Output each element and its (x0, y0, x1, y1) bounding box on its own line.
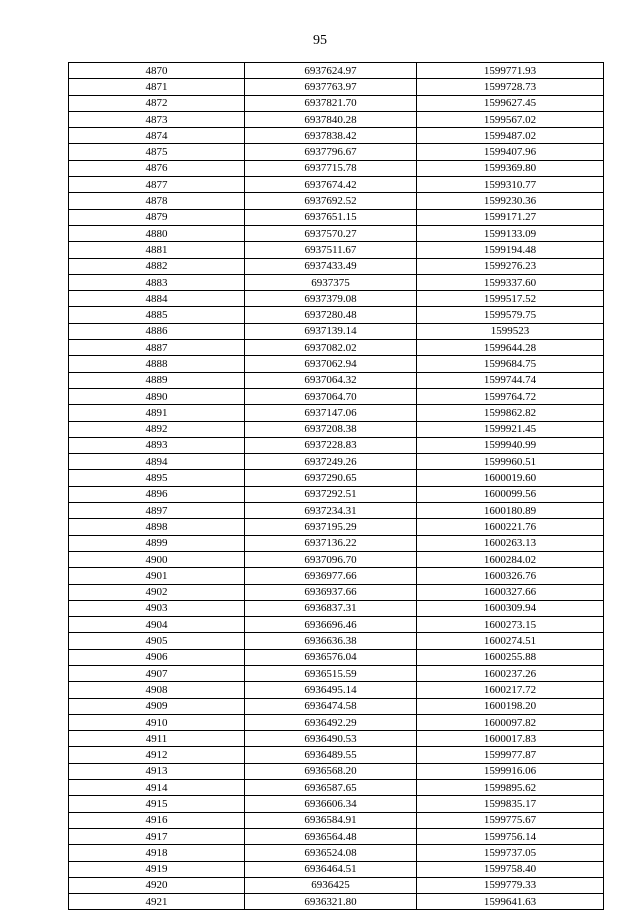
point-number-cell: 4913 (69, 763, 245, 779)
x-coordinate-cell: 6937062.94 (245, 356, 417, 372)
x-coordinate-cell: 6936474.58 (245, 698, 417, 714)
table-row (69, 486, 604, 502)
table-row (69, 633, 604, 649)
y-coordinate-cell: 1599728.73 (417, 79, 604, 95)
y-coordinate-cell: 1599921.45 (417, 421, 604, 437)
x-coordinate-cell: 6936515.59 (245, 665, 417, 681)
point-number-cell: 4873 (69, 111, 245, 127)
y-coordinate-cell: 1600019.60 (417, 470, 604, 486)
y-coordinate-cell: 1599567.02 (417, 111, 604, 127)
y-coordinate-cell: 1599627.45 (417, 95, 604, 111)
point-number-cell: 4870 (69, 63, 245, 79)
x-coordinate-cell: 6937082.02 (245, 340, 417, 356)
table-row (69, 470, 604, 486)
table-row (69, 63, 604, 79)
x-coordinate-cell: 6936576.04 (245, 649, 417, 665)
y-coordinate-cell: 1599835.17 (417, 796, 604, 812)
table-row (69, 307, 604, 323)
table-row (69, 421, 604, 437)
table-row (69, 682, 604, 698)
table-row (69, 340, 604, 356)
x-coordinate-cell: 6937280.48 (245, 307, 417, 323)
point-number-cell: 4900 (69, 551, 245, 567)
point-number-cell: 4919 (69, 861, 245, 877)
x-coordinate-cell: 6936977.66 (245, 568, 417, 584)
y-coordinate-cell: 1599940.99 (417, 437, 604, 453)
point-number-cell: 4887 (69, 340, 245, 356)
point-number-cell: 4898 (69, 519, 245, 535)
table-row (69, 209, 604, 225)
table-row (69, 747, 604, 763)
y-coordinate-cell: 1599407.96 (417, 144, 604, 160)
point-number-cell: 4874 (69, 128, 245, 144)
point-number-cell: 4885 (69, 307, 245, 323)
y-coordinate-cell: 1599764.72 (417, 388, 604, 404)
point-number-cell: 4892 (69, 421, 245, 437)
table-row (69, 242, 604, 258)
table-row (69, 405, 604, 421)
point-number-cell: 4906 (69, 649, 245, 665)
point-number-cell: 4894 (69, 454, 245, 470)
y-coordinate-cell: 1600217.72 (417, 682, 604, 698)
y-coordinate-cell: 1599310.77 (417, 177, 604, 193)
x-coordinate-cell: 6937228.83 (245, 437, 417, 453)
point-number-cell: 4912 (69, 747, 245, 763)
table-row (69, 698, 604, 714)
x-coordinate-cell: 6936490.53 (245, 731, 417, 747)
y-coordinate-cell: 1599337.60 (417, 274, 604, 290)
point-number-cell: 4891 (69, 405, 245, 421)
point-number-cell: 4880 (69, 225, 245, 241)
point-number-cell: 4889 (69, 372, 245, 388)
x-coordinate-cell: 6937838.42 (245, 128, 417, 144)
point-number-cell: 4901 (69, 568, 245, 584)
y-coordinate-cell: 1599756.14 (417, 828, 604, 844)
table-row (69, 79, 604, 95)
y-coordinate-cell: 1600326.76 (417, 568, 604, 584)
y-coordinate-cell: 1600017.83 (417, 731, 604, 747)
x-coordinate-cell: 6937511.67 (245, 242, 417, 258)
x-coordinate-cell: 6936564.48 (245, 828, 417, 844)
x-coordinate-cell: 6937433.49 (245, 258, 417, 274)
table-row (69, 111, 604, 127)
point-number-cell: 4910 (69, 714, 245, 730)
point-number-cell: 4871 (69, 79, 245, 95)
point-number-cell: 4882 (69, 258, 245, 274)
y-coordinate-cell: 1600263.13 (417, 535, 604, 551)
y-coordinate-cell: 1599517.52 (417, 291, 604, 307)
x-coordinate-cell: 6937208.38 (245, 421, 417, 437)
x-coordinate-cell: 6937379.08 (245, 291, 417, 307)
table-row (69, 437, 604, 453)
x-coordinate-cell: 6936606.34 (245, 796, 417, 812)
table-row (69, 894, 604, 910)
x-coordinate-cell: 6936568.20 (245, 763, 417, 779)
point-number-cell: 4890 (69, 388, 245, 404)
table-row (69, 372, 604, 388)
table-row (69, 812, 604, 828)
x-coordinate-cell: 6937096.70 (245, 551, 417, 567)
point-number-cell: 4921 (69, 894, 245, 910)
point-number-cell: 4908 (69, 682, 245, 698)
x-coordinate-cell: 6937292.51 (245, 486, 417, 502)
x-coordinate-cell: 6937840.28 (245, 111, 417, 127)
table-row (69, 193, 604, 209)
x-coordinate-cell: 6936495.14 (245, 682, 417, 698)
y-coordinate-cell: 1599916.06 (417, 763, 604, 779)
point-number-cell: 4896 (69, 486, 245, 502)
point-number-cell: 4903 (69, 600, 245, 616)
table-row (69, 258, 604, 274)
point-number-cell: 4916 (69, 812, 245, 828)
point-number-cell: 4895 (69, 470, 245, 486)
x-coordinate-cell: 6937139.14 (245, 323, 417, 339)
table-row (69, 291, 604, 307)
table-row (69, 845, 604, 861)
x-coordinate-cell: 6936524.08 (245, 845, 417, 861)
point-number-cell: 4897 (69, 503, 245, 519)
x-coordinate-cell: 6937570.27 (245, 225, 417, 241)
x-coordinate-cell: 6936492.29 (245, 714, 417, 730)
x-coordinate-cell: 6937692.52 (245, 193, 417, 209)
table-row (69, 551, 604, 567)
y-coordinate-cell: 1599276.23 (417, 258, 604, 274)
table-row (69, 780, 604, 796)
point-number-cell: 4875 (69, 144, 245, 160)
page-number: 95 (313, 33, 327, 48)
y-coordinate-cell: 1599775.67 (417, 812, 604, 828)
y-coordinate-cell: 1600097.82 (417, 714, 604, 730)
y-coordinate-cell: 1600221.76 (417, 519, 604, 535)
y-coordinate-cell: 1599171.27 (417, 209, 604, 225)
table-row (69, 128, 604, 144)
point-number-cell: 4886 (69, 323, 245, 339)
point-number-cell: 4881 (69, 242, 245, 258)
point-number-cell: 4918 (69, 845, 245, 861)
x-coordinate-cell: 6936584.91 (245, 812, 417, 828)
table-row (69, 356, 604, 372)
table-row (69, 568, 604, 584)
x-coordinate-cell: 6937763.97 (245, 79, 417, 95)
x-coordinate-cell: 6937147.06 (245, 405, 417, 421)
table-row (69, 714, 604, 730)
table-row (69, 388, 604, 404)
table-row (69, 535, 604, 551)
point-number-cell: 4872 (69, 95, 245, 111)
table-row (69, 649, 604, 665)
y-coordinate-cell: 1600198.20 (417, 698, 604, 714)
y-coordinate-cell: 1599194.48 (417, 242, 604, 258)
table-row (69, 584, 604, 600)
y-coordinate-cell: 1599133.09 (417, 225, 604, 241)
y-coordinate-cell: 1599523 (417, 323, 604, 339)
y-coordinate-cell: 1599771.93 (417, 63, 604, 79)
y-coordinate-cell: 1599862.82 (417, 405, 604, 421)
table-row (69, 519, 604, 535)
coordinates-table-body (69, 63, 604, 910)
coordinates-table (68, 62, 604, 910)
x-coordinate-cell: 6937624.97 (245, 63, 417, 79)
y-coordinate-cell: 1599977.87 (417, 747, 604, 763)
table-row (69, 503, 604, 519)
y-coordinate-cell: 1599369.80 (417, 160, 604, 176)
point-number-cell: 4909 (69, 698, 245, 714)
table-row (69, 144, 604, 160)
table-row (69, 763, 604, 779)
point-number-cell: 4876 (69, 160, 245, 176)
x-coordinate-cell: 6937136.22 (245, 535, 417, 551)
x-coordinate-cell: 6936937.66 (245, 584, 417, 600)
x-coordinate-cell: 6937064.32 (245, 372, 417, 388)
x-coordinate-cell: 6936636.38 (245, 633, 417, 649)
point-number-cell: 4914 (69, 780, 245, 796)
x-coordinate-cell: 6936489.55 (245, 747, 417, 763)
y-coordinate-cell: 1600180.89 (417, 503, 604, 519)
x-coordinate-cell: 6936464.51 (245, 861, 417, 877)
table-row (69, 454, 604, 470)
table-row (69, 665, 604, 681)
point-number-cell: 4883 (69, 274, 245, 290)
y-coordinate-cell: 1599744.74 (417, 372, 604, 388)
y-coordinate-cell: 1600284.02 (417, 551, 604, 567)
point-number-cell: 4902 (69, 584, 245, 600)
y-coordinate-cell: 1600273.15 (417, 617, 604, 633)
y-coordinate-cell: 1599737.05 (417, 845, 604, 861)
x-coordinate-cell: 6937821.70 (245, 95, 417, 111)
point-number-cell: 4879 (69, 209, 245, 225)
point-number-cell: 4911 (69, 731, 245, 747)
y-coordinate-cell: 1600255.88 (417, 649, 604, 665)
x-coordinate-cell: 6937375 (245, 274, 417, 290)
point-number-cell: 4893 (69, 437, 245, 453)
point-number-cell: 4888 (69, 356, 245, 372)
point-number-cell: 4899 (69, 535, 245, 551)
point-number-cell: 4905 (69, 633, 245, 649)
x-coordinate-cell: 6936587.65 (245, 780, 417, 796)
point-number-cell: 4878 (69, 193, 245, 209)
y-coordinate-cell: 1599960.51 (417, 454, 604, 470)
x-coordinate-cell: 6937249.26 (245, 454, 417, 470)
table-row (69, 600, 604, 616)
table-row (69, 177, 604, 193)
x-coordinate-cell: 6937715.78 (245, 160, 417, 176)
y-coordinate-cell: 1600274.51 (417, 633, 604, 649)
y-coordinate-cell: 1600099.56 (417, 486, 604, 502)
y-coordinate-cell: 1599895.62 (417, 780, 604, 796)
table-row (69, 160, 604, 176)
table-row (69, 731, 604, 747)
y-coordinate-cell: 1599644.28 (417, 340, 604, 356)
table-row (69, 225, 604, 241)
x-coordinate-cell: 6936837.31 (245, 600, 417, 616)
y-coordinate-cell: 1599487.02 (417, 128, 604, 144)
table-row (69, 861, 604, 877)
point-number-cell: 4884 (69, 291, 245, 307)
point-number-cell: 4915 (69, 796, 245, 812)
y-coordinate-cell: 1599779.33 (417, 877, 604, 893)
x-coordinate-cell: 6937064.70 (245, 388, 417, 404)
x-coordinate-cell: 6937234.31 (245, 503, 417, 519)
table-row (69, 617, 604, 633)
table-row (69, 828, 604, 844)
y-coordinate-cell: 1600309.94 (417, 600, 604, 616)
x-coordinate-cell: 6937195.29 (245, 519, 417, 535)
y-coordinate-cell: 1599758.40 (417, 861, 604, 877)
table-row (69, 274, 604, 290)
y-coordinate-cell: 1600327.66 (417, 584, 604, 600)
table-row (69, 877, 604, 893)
x-coordinate-cell: 6937290.65 (245, 470, 417, 486)
x-coordinate-cell: 6937651.15 (245, 209, 417, 225)
y-coordinate-cell: 1599579.75 (417, 307, 604, 323)
point-number-cell: 4917 (69, 828, 245, 844)
point-number-cell: 4907 (69, 665, 245, 681)
table-row (69, 95, 604, 111)
y-coordinate-cell: 1600237.26 (417, 665, 604, 681)
point-number-cell: 4877 (69, 177, 245, 193)
table-row (69, 323, 604, 339)
table-row (69, 796, 604, 812)
y-coordinate-cell: 1599641.63 (417, 894, 604, 910)
y-coordinate-cell: 1599684.75 (417, 356, 604, 372)
y-coordinate-cell: 1599230.36 (417, 193, 604, 209)
x-coordinate-cell: 6936696.46 (245, 617, 417, 633)
point-number-cell: 4904 (69, 617, 245, 633)
x-coordinate-cell: 6937674.42 (245, 177, 417, 193)
x-coordinate-cell: 6936425 (245, 877, 417, 893)
point-number-cell: 4920 (69, 877, 245, 893)
x-coordinate-cell: 6937796.67 (245, 144, 417, 160)
x-coordinate-cell: 6936321.80 (245, 894, 417, 910)
